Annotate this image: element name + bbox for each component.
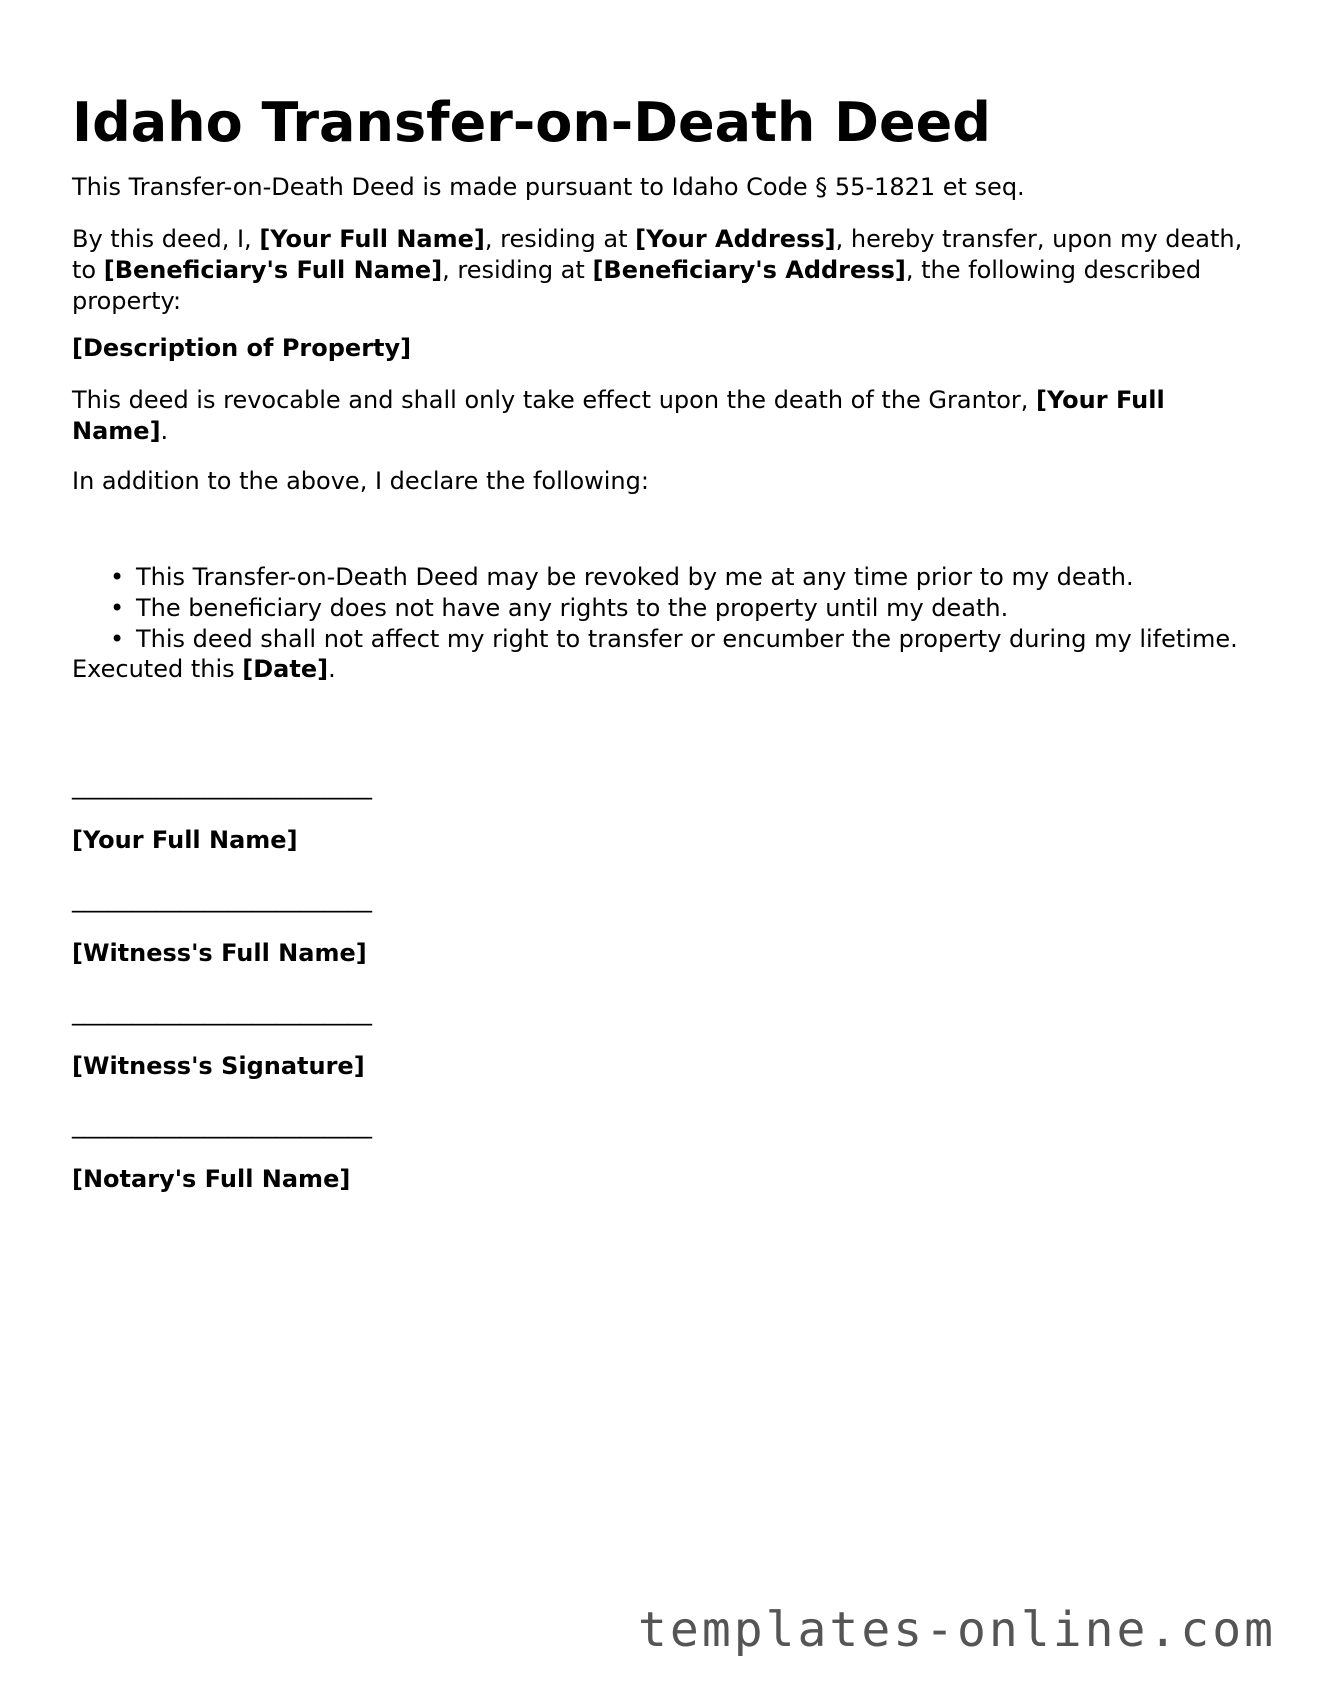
watermark: templates-online.com xyxy=(638,1602,1276,1658)
signature-label-witness-name: [Witness's Full Name] xyxy=(72,939,367,967)
list-item: • This deed shall not affect my right to transfer or encumber the property during my lifetime. xyxy=(136,624,1252,655)
document-title: Idaho Transfer-on-Death Deed xyxy=(72,91,991,154)
grant-paragraph: By this deed, I, [Your Full Name], residing at [Your Address], hereby transfer, upon my death, to [Beneficiary's Full Name], residing at [Beneficiary's Address], the following described property: xyxy=(72,225,1243,315)
signature-line: _________________________ xyxy=(72,1111,372,1139)
declaration-intro: In addition to the above, I declare the following: xyxy=(72,467,649,495)
executed-line: Executed this [Date]. xyxy=(72,655,336,683)
revocable-paragraph: This deed is revocable and shall only take effect upon the death of the Grantor, [Your Full Name]. xyxy=(72,386,1165,445)
list-item: • The beneficiary does not have any rights to the property until my death. xyxy=(136,593,1252,624)
signature-label-notary: [Notary's Full Name] xyxy=(72,1165,351,1193)
declarations-list xyxy=(72,562,1252,655)
signature-label-grantor: [Your Full Name] xyxy=(72,826,298,854)
signature-label-witness-signature: [Witness's Signature] xyxy=(72,1052,365,1080)
signature-line: _________________________ xyxy=(72,885,372,913)
beneficiary-address-placeholder: [Beneficiary's Address] xyxy=(592,256,906,284)
grantor-name-placeholder: [Your Full Name] xyxy=(72,386,1165,445)
signature-line: _________________________ xyxy=(72,998,372,1026)
beneficiary-name-placeholder: [Beneficiary's Full Name] xyxy=(103,256,443,284)
date-placeholder: [Date] xyxy=(242,655,329,683)
property-description-placeholder: [Description of Property] xyxy=(72,334,412,362)
signature-line: _________________________ xyxy=(72,772,372,800)
grantor-address-placeholder: [Your Address] xyxy=(635,225,836,253)
list-item: • This Transfer-on-Death Deed may be revoked by me at any time prior to my death. xyxy=(136,562,1252,593)
grantor-name-placeholder: [Your Full Name] xyxy=(259,225,485,253)
intro-paragraph: This Transfer-on-Death Deed is made pursuant to Idaho Code § 55-1821 et seq. xyxy=(72,173,1025,201)
